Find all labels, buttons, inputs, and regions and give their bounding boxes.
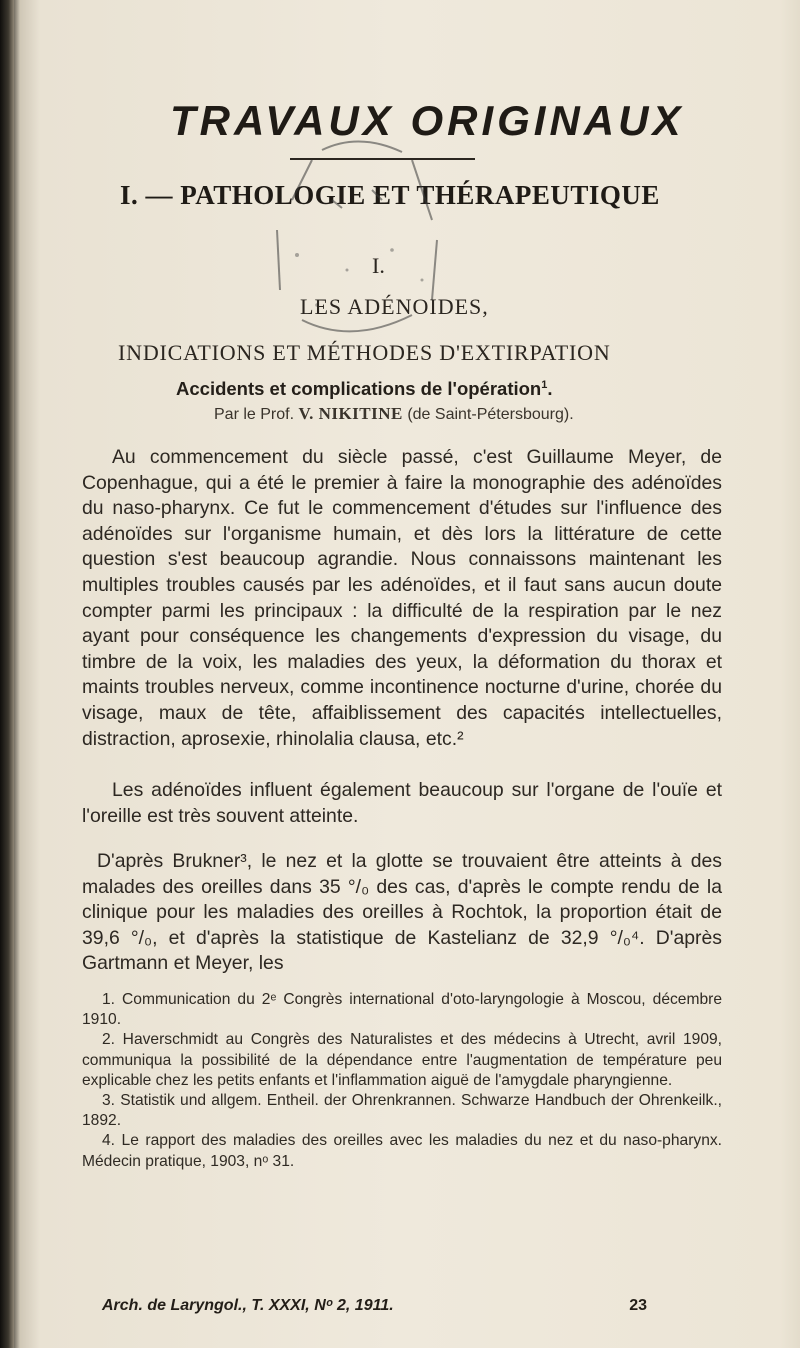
- article-subtitle: [176, 372, 676, 402]
- footnote-marker: 1: [541, 379, 548, 391]
- article-title: INDICATIONS ET MÉTHODES D'EXTIRPATION: [118, 340, 611, 365]
- body-paragraph-3: D'après Brukner³, le nez et la glotte se trouvaient être atteints à des malades des oreilles dans 35 °/₀ des cas, d'après le compte rendu de la clinique pour les maladies des oreilles à Rochtok, la proportion était de 39,6 °/₀, et d'après la statistique de Kastelianz de 32,9 °/₀⁴. D'après Gartmann et Meyer, les: [82, 850, 722, 975]
- article-subtitle-text: Accidents et complications de l'opération: [176, 378, 542, 400]
- footnote-4: 4. Le rapport des maladies des oreilles avec les maladies du nez et du naso-pharynx. Médecin pratique, 1903, nᵒ 31.: [82, 1132, 722, 1170]
- subtitle-period: .: [547, 378, 553, 400]
- body-paragraph-1: Au commencement du siècle passé, c'est Guillaume Meyer, de Copenhague, qui a été le premier à faire la monographie des adénoïdes du naso-pharynx. Ce fut le commencement d'études sur l'influence des adénoïdes sur l'organisme humain, et dès lors la littérature de cette question s'est beaucoup agrandie. Nous connaissons maintenant les multiples troubles causés par les adénoïdes, et il faut sans aucun doute compter parmi les principaux : la difficulté de la respiration par le nez ayant pour conséquence les changements d'expression du visage, du timbre de la voix, les maladies des yeux, la déformation du thorax et maints troubles nerveux, comme incontinence nocturne d'urine, chorée du visage, maux de tête, affaiblissement des capacités intellectuelles, distraction, aprosexie, rhinolalia clausa, etc.²: [82, 446, 722, 750]
- footnote-2: 2. Haverschmidt au Congrès des Naturalistes et des médecins à Utrecht, avril 1909, communiqua la possibilité de la dépendance entre l'augmentation de température peu explicable chez les petits enfants et l'inflammation aiguë de l'amygdale pharyngienne.: [82, 1031, 722, 1089]
- book-spine-shadow: [0, 0, 14, 1348]
- author-line: [214, 402, 734, 427]
- author-suffix: (de Saint-Pétersbourg).: [407, 406, 574, 423]
- article-number: I.: [372, 253, 385, 278]
- series-heading: TRAVAUX ORIGINAUX: [170, 97, 685, 144]
- footnote-1: 1. Communication du 2ᵉ Congrès international d'oto-laryngologie à Moscou, décembre 1910.: [82, 991, 722, 1029]
- footnotes: [82, 990, 722, 1172]
- page-number: 23: [629, 1297, 647, 1314]
- body-paragraph-2: Les adénoïdes influent également beaucoup sur l'organe de l'ouïe et l'oreille est très souvent atteinte.: [82, 779, 722, 827]
- article-subject: LES ADÉNOIDES,: [300, 294, 489, 319]
- author-name: V. NIKITINE: [298, 404, 403, 423]
- journal-citation: Arch. de Laryngol., T. XXXI, Nᵒ 2, 1911.: [102, 1297, 394, 1314]
- author-prefix: Par le Prof.: [214, 406, 295, 423]
- section-heading: I. — PATHOLOGIE ET THÉRAPEUTIQUE: [120, 180, 660, 210]
- footnote-3: 3. Statistik und allgem. Entheil. der Ohrenkrannen. Schwarze Handbuch der Ohrenkeilk., 1892.: [82, 1092, 722, 1130]
